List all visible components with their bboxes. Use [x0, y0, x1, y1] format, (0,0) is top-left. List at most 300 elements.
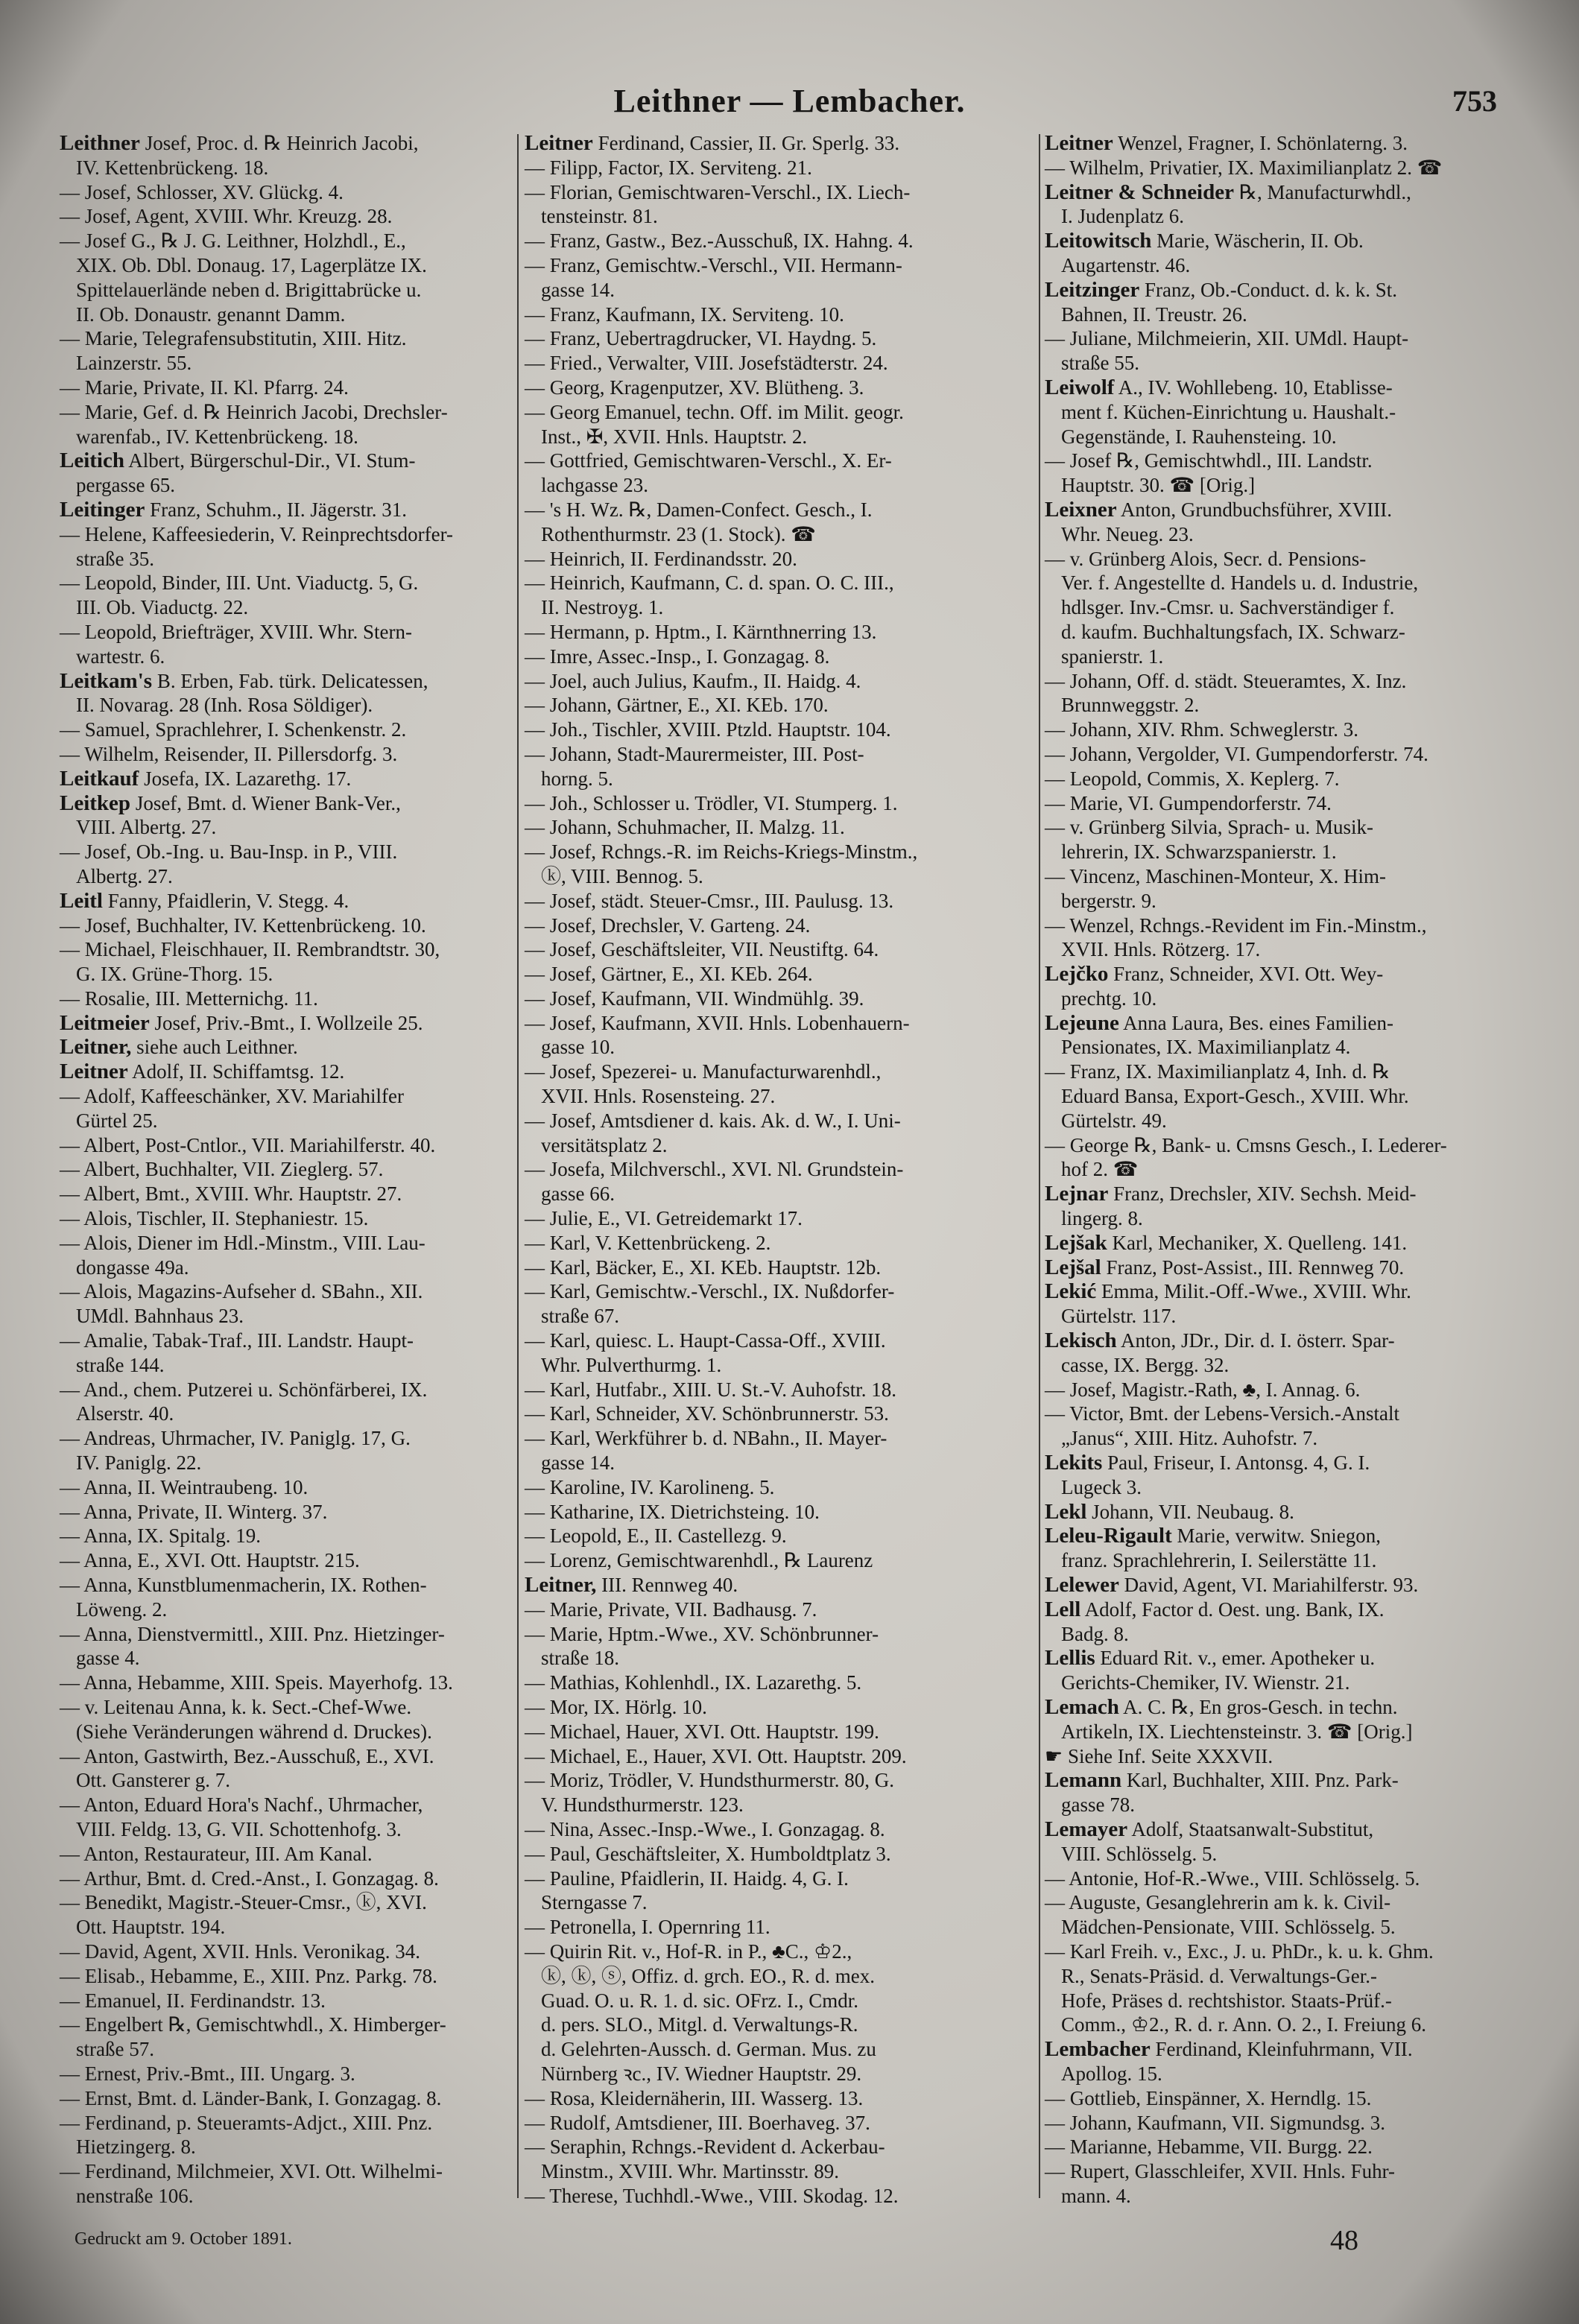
entry-line	[525, 1720, 985, 1744]
entry-text: — Anna, Kunstblumenmacherin, IX. Rothen-	[60, 1574, 427, 1597]
entry-text: III. Ob. Viaductg. 22.	[76, 596, 249, 619]
entry-text: Apollog. 15.	[1061, 2062, 1162, 2085]
entry-text: — Wilhelm, Reisender, II. Pillersdorfg. 3.	[60, 742, 398, 765]
entry-text: — Alois, Magazins-Aufseher d. SBahn., XII.	[60, 1280, 423, 1303]
entry-line	[1045, 1867, 1529, 1891]
entry-line	[525, 1915, 985, 1940]
entry-line	[525, 815, 985, 840]
entry-text: — Karl, Hutfabr., XIII. U. St.-V. Auhofstr. 18.	[525, 1378, 896, 1401]
entry-text: straße 18.	[541, 1647, 619, 1670]
entry-text: — Ernest, Priv.-Bmt., III. Ungarg. 3.	[60, 2062, 355, 2085]
entry-surname: Leithner	[60, 131, 140, 155]
entry-line	[1045, 1109, 1529, 1133]
entry-line	[60, 1256, 520, 1280]
entry-line	[60, 400, 520, 425]
entry-text: Eduard Bansa, Export-Gesch., XVIII. Whr.	[1061, 1085, 1409, 1108]
entry-text: Badg. 8.	[1061, 1622, 1129, 1645]
entry-text: — Seraphin, Rchngs.-Revident d. Ackerbau-	[525, 2135, 885, 2159]
entry-line	[1045, 1989, 1529, 2013]
entry-line	[525, 1817, 985, 1842]
entry-text: horng. 5.	[541, 767, 613, 790]
entry-text: — Anna, II. Weintraubeng. 10.	[60, 1475, 308, 1498]
entry-text: d. pers. SLO., Mitgl. d. Verwaltungs-R.	[541, 2013, 858, 2036]
entry-line	[60, 278, 520, 303]
entry-line	[525, 1035, 985, 1060]
entry-text: — Rupert, Glasschleifer, XVII. Hnls. Fuhr-	[1045, 2160, 1396, 2183]
entry-text: Spittelauerlände neben d. Brigittabrücke u.	[76, 278, 422, 301]
entry-line	[60, 1817, 520, 1842]
entry-line	[60, 1548, 520, 1573]
entry-text: — Johann, Stadt-Maurermeister, III. Post-	[525, 742, 864, 765]
entry-head-line	[1045, 278, 1529, 303]
entry-text: Ferdinand, Cassier, II. Gr. Sperlg. 33.	[592, 132, 900, 154]
entry-line	[60, 473, 520, 498]
entry-surname: Leitmeier	[60, 1010, 150, 1035]
entry-line	[60, 571, 520, 595]
entry-text: — Anton, Gastwirth, Bez.-Ausschuß, E., XVI.	[60, 1744, 434, 1767]
entry-line	[525, 1451, 985, 1475]
entry-line	[60, 1157, 520, 1182]
entry-line	[525, 425, 985, 449]
entry-text: Franz, Schuhm., II. Jägerstr. 31.	[145, 498, 408, 521]
entry-text: — Gottfried, Gemischtwaren-Verschl., X. Er-	[525, 449, 892, 472]
entry-text: III. Rennweg 40.	[596, 1574, 738, 1597]
entry-line	[1045, 1793, 1529, 1817]
entry-text: — Therese, Tuchhdl.-Wwe., VIII. Skodag. 12.	[525, 2184, 899, 2207]
entry-line	[525, 1622, 985, 1647]
entry-line	[1045, 1720, 1529, 1744]
entry-line	[1045, 937, 1529, 962]
entry-text: — v. Leitenau Anna, k. k. Sect.-Chef-Wwe.	[60, 1696, 412, 1718]
entry-text: — Josef, Geschäftsleiter, VII. Neustiftg. 64.	[525, 938, 879, 961]
entry-text: — Petronella, I. Opernring 11.	[525, 1916, 770, 1939]
entry-text: — Michael, E., Hauer, XVI. Ott. Hauptstr. 209.	[525, 1744, 907, 1767]
entry-text: Hofe, Präses d. rechtshistor. Staats-Prüf.-	[1061, 1989, 1392, 2012]
entry-line	[525, 571, 985, 595]
entry-text: — Alois, Tischler, II. Stephaniestr. 15.	[60, 1207, 369, 1230]
entry-text: — Auguste, Gesanglehrerin am k. k. Civil-	[1045, 1891, 1391, 1914]
entry-line	[525, 1524, 985, 1548]
entry-line	[60, 815, 520, 840]
entry-line	[60, 2037, 520, 2062]
entry-line	[60, 1084, 520, 1109]
entry-line	[525, 1011, 985, 1036]
entry-text: Löweng. 2.	[76, 1598, 168, 1621]
entry-line	[60, 2062, 520, 2086]
entry-line	[525, 718, 985, 742]
entry-text: (Siehe Veränderungen während d. Druckes).	[76, 1720, 432, 1743]
entry-text: — Anton, Eduard Hora's Nachf., Uhrmacher,	[60, 1793, 423, 1817]
entry-text: mann. 4.	[1061, 2184, 1131, 2207]
entry-line	[525, 1353, 985, 1378]
entry-line	[60, 1573, 520, 1598]
entry-text: — Katharine, IX. Dietrichsteing. 10.	[525, 1500, 820, 1523]
entry-head-line	[1045, 1646, 1529, 1671]
entry-line	[525, 937, 985, 962]
entry-text: bergerstr. 9.	[1061, 889, 1156, 912]
entry-line	[60, 253, 520, 278]
entry-text: — Samuel, Sprachlehrer, I. Schenkenstr. 2.	[60, 718, 407, 741]
entry-text: — Andreas, Uhrmacher, IV. Paniglg. 17, G.	[60, 1427, 411, 1450]
entry-text: — Anton, Restaurateur, III. Am Kanal.	[60, 1842, 373, 1865]
entry-text: — v. Grünberg Silvia, Sprach- u. Musik-	[1045, 816, 1373, 839]
entry-head-line	[1045, 376, 1529, 400]
entry-line	[525, 498, 985, 522]
entry-line	[525, 693, 985, 718]
entry-line	[525, 1256, 985, 1280]
entry-text: — Josef, Ob.-Ing. u. Bau-Insp. in P., VIII.	[60, 840, 398, 864]
entry-line	[1045, 1940, 1529, 1964]
entry-line	[1045, 1744, 1529, 1769]
entry-line	[525, 840, 985, 864]
entry-line	[1045, 718, 1529, 742]
entry-head-line	[1045, 1524, 1529, 1548]
entry-text: Fanny, Pfaidlerin, V. Stegg. 4.	[103, 889, 349, 912]
entry-surname: Leitich	[60, 449, 124, 473]
entry-surname: Leitkep	[60, 791, 131, 815]
entry-line	[525, 1378, 985, 1402]
entry-line	[1045, 2184, 1529, 2209]
entry-line	[525, 253, 985, 278]
entry-text: — Karl, quiesc. L. Haupt-Cassa-Off., XVIII.	[525, 1329, 886, 1352]
entry-text: IV. Kettenbrückeng. 18.	[76, 156, 269, 179]
entry-text: — And., chem. Putzerei u. Schönfärberei, IX.	[60, 1378, 428, 1401]
entry-text: Franz, Drechsler, XIV. Sechsh. Meid-	[1108, 1182, 1417, 1206]
entry-line	[1045, 1304, 1529, 1329]
entry-head-line	[1045, 1279, 1529, 1304]
entry-text: — Karl, Schneider, XV. Schönbrunnerstr. 53.	[525, 1402, 889, 1425]
entry-text: — Ferdinand, p. Steueramts-Adjct., XIII. Pnz.	[60, 2111, 433, 2134]
directory-column-3	[1045, 131, 1529, 2209]
entry-text: — Josef, Agent, XVIII. Whr. Kreuzg. 28.	[60, 205, 393, 228]
entry-text: Anton, Grundbuchsführer, XVIII.	[1116, 498, 1392, 521]
entry-text: G. IX. Grüne-Thorg. 15.	[76, 963, 273, 986]
entry-text: — Julie, E., VI. Getreidemarkt 17.	[525, 1207, 803, 1230]
entry-line	[1045, 1622, 1529, 1647]
entry-text: Whr. Pulverthurmg. 1.	[541, 1353, 722, 1376]
entry-line	[60, 1109, 520, 1133]
entry-line	[60, 1867, 520, 1891]
entry-text: — Florian, Gemischtwaren-Verschl., IX. Liech-	[525, 180, 911, 203]
entry-text: Hauptstr. 30. ☎ [Orig.]	[1061, 474, 1256, 497]
entry-text: d. kaufm. Buchhaltungsfach, IX. Schwarz-	[1061, 620, 1405, 643]
entry-text: — Franz, IX. Maximilianplatz 4, Inh. d. ℞	[1045, 1060, 1390, 1083]
entry-head-line	[1045, 1182, 1529, 1206]
entry-line	[60, 864, 520, 889]
entry-line	[1045, 914, 1529, 938]
entry-text: — Marie, VI. Gumpendorferstr. 74.	[1045, 791, 1332, 814]
entry-line	[525, 303, 985, 327]
entry-text: Wenzel, Fragner, I. Schönlaterng. 3.	[1113, 132, 1408, 154]
entry-text: — Josef, Drechsler, V. Garteng. 24.	[525, 914, 811, 937]
entry-text: lingerg. 8.	[1061, 1207, 1143, 1230]
entry-line	[60, 156, 520, 180]
entry-line	[1045, 156, 1529, 180]
entry-text: — Imre, Assec.-Insp., I. Gonzagag. 8.	[525, 645, 830, 668]
entry-line	[60, 1695, 520, 1720]
entry-text: — Franz, Uebertragdrucker, VI. Haydng. 5.	[525, 327, 877, 350]
entry-text: Albertg. 27.	[76, 864, 173, 887]
entry-line	[1045, 351, 1529, 376]
entry-line	[1045, 1084, 1529, 1109]
entry-text: Franz, Schneider, XVI. Ott. Wey-	[1108, 963, 1384, 986]
entry-line	[525, 1695, 985, 1720]
entry-text: — Antonie, Hof-R.-Wwe., VIII. Schlösselg. 5.	[1045, 1867, 1420, 1890]
entry-surname: Lejeune	[1045, 1010, 1119, 1035]
entry-line	[60, 1671, 520, 1695]
entry-text: David, Agent, VI. Mariahilferstr. 93.	[1118, 1574, 1419, 1597]
entry-text: — Josef, Magistr.-Rath, ♣, I. Annag. 6.	[1045, 1378, 1361, 1401]
entry-text: — Wenzel, Rchngs.-Revident im Fin.-Minstm.,	[1045, 914, 1427, 937]
entry-line	[60, 1451, 520, 1475]
entry-line	[1045, 2086, 1529, 2111]
entry-line	[60, 547, 520, 571]
page-header-title: Leithner — Lembacher.	[613, 83, 966, 119]
entry-surname: Leitzinger	[1045, 277, 1140, 302]
entry-line	[60, 2086, 520, 2111]
entry-text: Eduard Rit. v., emer. Apotheker u.	[1095, 1647, 1376, 1670]
entry-text: — Marie, Telegrafensubstitutin, XIII. Hitz.	[60, 327, 407, 350]
entry-surname: Leitinger	[60, 497, 145, 522]
entry-text: lachgasse 23.	[541, 474, 648, 497]
sheet-signature: 48	[1330, 2225, 1358, 2256]
entry-line	[525, 229, 985, 253]
entry-line	[60, 1842, 520, 1867]
entry-text: — Amalie, Tabak-Traf., III. Landstr. Haupt-	[60, 1329, 414, 1352]
entry-surname: Leitkam's	[60, 668, 153, 693]
entry-text: — Anna, Private, II. Winterg. 37.	[60, 1500, 328, 1523]
entry-line	[525, 914, 985, 938]
entry-line	[525, 1060, 985, 1084]
entry-line	[1045, 522, 1529, 547]
entry-text: Comm., ♔2., R. d. r. Ann. O. 2., I. Freiung 6.	[1061, 2013, 1426, 2036]
entry-head-line	[1045, 1256, 1529, 1280]
entry-line	[525, 987, 985, 1011]
entry-line	[60, 229, 520, 253]
entry-text: Lugeck 3.	[1061, 1475, 1142, 1498]
entry-text: — Leopold, E., II. Castellezg. 9.	[525, 1524, 787, 1548]
entry-line	[60, 1329, 520, 1353]
entry-text: — Adolf, Kaffeeschänker, XV. Mariahilfer	[60, 1085, 405, 1108]
entry-line	[525, 645, 985, 669]
entry-text: — Josef, Kaufmann, VII. Windmühlg. 39.	[525, 987, 864, 1010]
entry-line	[60, 914, 520, 938]
entry-line	[525, 1402, 985, 1426]
entry-line	[1045, 253, 1529, 278]
entry-line	[525, 742, 985, 767]
entry-text: — David, Agent, XVII. Hnls. Veronikag. 34.	[60, 1940, 420, 1963]
entry-text: Gerichts-Chemiker, IV. Wienstr. 21.	[1061, 1671, 1350, 1694]
entry-line	[60, 742, 520, 767]
entry-line	[1045, 400, 1529, 425]
entry-surname: Leixner	[1045, 497, 1117, 522]
entry-line	[1045, 987, 1529, 1011]
entry-line	[1045, 547, 1529, 571]
entry-text: — Johann, Kaufmann, VII. Sigmundsg. 3.	[1045, 2111, 1385, 2134]
entry-surname: Lemann	[1045, 1768, 1122, 1793]
entry-surname: Lellis	[1045, 1646, 1095, 1671]
entry-text: IV. Paniglg. 22.	[76, 1451, 202, 1475]
entry-head-line	[525, 1573, 985, 1598]
entry-text: — Johann, Vergolder, VI. Gumpendorferstr. 74.	[1045, 742, 1428, 765]
entry-line	[1045, 303, 1529, 327]
entry-text: prechtg. 10.	[1061, 987, 1157, 1010]
entry-head-line	[60, 767, 520, 791]
entry-line	[1045, 2013, 1529, 2037]
entry-text: — George ℞, Bank- u. Cmsns Gesch., I. Lederer-	[1045, 1133, 1447, 1156]
entry-line	[525, 2184, 985, 2209]
entry-line	[1045, 669, 1529, 694]
entry-line	[60, 2013, 520, 2037]
entry-text: — Johann, Off. d. städt. Steueramtes, X. Inz.	[1045, 669, 1407, 692]
entry-text: — Karl, Werkführer b. d. NBahn., II. Mayer-	[525, 1427, 887, 1450]
entry-line	[1045, 2062, 1529, 2086]
entry-head-line	[60, 1011, 520, 1036]
entry-line	[60, 1940, 520, 1964]
entry-head-line	[1045, 2037, 1529, 2062]
entry-line	[525, 2013, 985, 2037]
entry-text: — Josef, Amtsdiener d. kais. Ak. d. W., I. Uni-	[525, 1109, 901, 1132]
entry-text: — Hermann, p. Hptm., I. Kärnthnerring 13.	[525, 620, 877, 643]
entry-line	[1045, 1378, 1529, 1402]
entry-text: — Juliane, Milchmeierin, XII. UMdl. Haupt-	[1045, 327, 1409, 350]
entry-line	[525, 595, 985, 620]
entry-line	[60, 2135, 520, 2159]
entry-line	[1045, 840, 1529, 864]
entry-line	[525, 1989, 985, 2013]
entry-line	[60, 1915, 520, 1940]
page-number: 753	[1452, 84, 1497, 118]
entry-text: — Anna, IX. Spitalg. 19.	[60, 1524, 261, 1548]
entry-text: Ott. Hauptstr. 194.	[76, 1916, 226, 1939]
entry-text: — Albert, Bmt., XVIII. Whr. Hauptstr. 27.	[60, 1182, 402, 1206]
entry-line	[525, 1182, 985, 1206]
entry-surname: Leitner	[60, 1060, 128, 1084]
entry-text: Bahnen, II. Treustr. 26.	[1061, 303, 1247, 326]
entry-text: VIII. Feldg. 13, G. VII. Schottenhofg. 3.	[76, 1817, 402, 1840]
entry-text: — Joh., Tischler, XVIII. Ptzld. Hauptstr. 104.	[525, 718, 891, 741]
entry-text: — Marianne, Hebamme, VII. Burgg. 22.	[1045, 2135, 1373, 2159]
entry-line	[1045, 1475, 1529, 1500]
entry-text: — Emanuel, II. Ferdinandstr. 13.	[60, 1989, 326, 2012]
entry-line	[1045, 1402, 1529, 1426]
entry-text: Josef, Priv.-Bmt., I. Wollzeile 25.	[149, 1011, 423, 1034]
entry-head-line	[60, 1035, 520, 1060]
entry-text: — Josefa, Milchverschl., XVI. Nl. Grundstein-	[525, 1158, 904, 1181]
entry-line	[60, 937, 520, 962]
entry-line	[525, 2111, 985, 2135]
entry-surname: Leitner,	[60, 1035, 132, 1060]
entry-text: — Marie, Hptm.-Wwe., XV. Schönbrunner-	[525, 1622, 879, 1645]
entry-text: wartestr. 6.	[76, 645, 165, 668]
entry-text: — Joh., Schlosser u. Trödler, VI. Stumperg. 1.	[525, 791, 898, 814]
entry-line	[60, 1206, 520, 1231]
entry-line	[525, 620, 985, 645]
entry-surname: Leitl	[60, 888, 103, 913]
entry-line	[60, 1622, 520, 1647]
entry-line	[525, 1940, 985, 1964]
entry-text: Karl, Mechaniker, X. Quelleng. 141.	[1107, 1231, 1408, 1254]
entry-text: — v. Grünberg Alois, Secr. d. Pensions-	[1045, 547, 1367, 570]
entry-line	[60, 1378, 520, 1402]
entry-head-line	[1045, 180, 1529, 205]
entry-line	[525, 1279, 985, 1304]
entry-text: — Ernst, Bmt. d. Länder-Bank, I. Gonzagag. 8.	[60, 2086, 442, 2109]
entry-text: hof 2. ☎	[1061, 1158, 1139, 1181]
entry-line	[1045, 620, 1529, 645]
entry-text: hdlsger. Inv.-Cmsr. u. Sachverständiger f.	[1061, 596, 1395, 619]
entry-line	[525, 522, 985, 547]
entry-text: straße 144.	[76, 1353, 165, 1376]
entry-head-line	[1045, 1451, 1529, 1475]
entry-text: Augartenstr. 46.	[1061, 253, 1191, 276]
entry-text: XIX. Ob. Dbl. Donaug. 17, Lagerplätze IX.	[76, 253, 427, 276]
entry-line	[525, 1671, 985, 1695]
entry-surname: Lejšal	[1045, 1255, 1101, 1279]
entry-surname: Lekić	[1045, 1279, 1097, 1304]
entry-text: — Benedikt, Magistr.-Steuer-Cmsr., ⓚ, XVI.	[60, 1891, 427, 1914]
entry-head-line	[60, 1060, 520, 1084]
entry-line	[1045, 693, 1529, 718]
entry-text: gasse 4.	[76, 1647, 140, 1670]
entry-surname: Leitner & Schneider	[1045, 180, 1234, 204]
entry-line	[60, 2111, 520, 2135]
entry-text: — Engelbert ℞, Gemischtwhdl., X. Himberger-	[60, 2013, 446, 2036]
entry-line	[1045, 767, 1529, 791]
entry-text: casse, IX. Bergg. 32.	[1061, 1353, 1230, 1376]
entry-head-line	[1045, 131, 1529, 156]
entry-surname: Lejnar	[1045, 1182, 1109, 1206]
entry-line	[60, 1646, 520, 1671]
entry-line	[525, 1867, 985, 1891]
entry-text: gasse 10.	[541, 1036, 615, 1059]
entry-line	[1045, 1890, 1529, 1915]
entry-line	[525, 351, 985, 376]
entry-line	[525, 278, 985, 303]
entry-line	[60, 204, 520, 229]
entry-head-line	[1045, 229, 1529, 253]
entry-text: Gürtel 25.	[76, 1109, 158, 1132]
entry-text: — Marie, Gef. d. ℞ Heinrich Jacobi, Drechsler-	[60, 400, 448, 423]
entry-text: Albert, Bürgerschul-Dir., VI. Stum-	[124, 449, 416, 472]
entry-line	[1045, 1426, 1529, 1451]
entry-text: versitätsplatz 2.	[541, 1133, 668, 1156]
entry-line	[1045, 595, 1529, 620]
entry-text: Pensionates, IX. Maximilianplatz 4.	[1061, 1036, 1351, 1059]
entry-surname: Leitner,	[525, 1573, 597, 1598]
entry-line	[525, 1304, 985, 1329]
entry-line	[1045, 1964, 1529, 1989]
entry-head-line	[1045, 1817, 1529, 1842]
entry-line	[525, 2135, 985, 2159]
entry-text: — Albert, Post-Cntlor., VII. Mariahilferstr. 40.	[60, 1133, 436, 1156]
entry-text: — Helene, Kaffeesiederin, V. Reinprechtsdorfer-	[60, 522, 454, 545]
entry-line	[525, 1964, 985, 1989]
entry-text: nenstraße 106.	[76, 2184, 194, 2207]
entry-line	[525, 180, 985, 205]
entry-text: R., Senats-Präsid. d. Verwaltungs-Ger.-	[1061, 1964, 1377, 1987]
entry-line	[1045, 2159, 1529, 2184]
entry-head-line	[1045, 1573, 1529, 1598]
entry-text: II. Nestroyg. 1.	[541, 596, 664, 619]
entry-text: — Moriz, Trödler, V. Hundsthurmerstr. 80, G.	[525, 1769, 894, 1792]
entry-text: A., IV. Wohllebeng. 10, Etablisse-	[1114, 376, 1393, 399]
column-divider	[1039, 134, 1040, 2198]
entry-line	[60, 2184, 520, 2209]
entry-line	[1045, 2135, 1529, 2159]
entry-text: Franz, Post-Assist., III. Rennweg 70.	[1101, 1256, 1405, 1279]
entry-text: — Karl, V. Kettenbrückeng. 2.	[525, 1231, 771, 1254]
